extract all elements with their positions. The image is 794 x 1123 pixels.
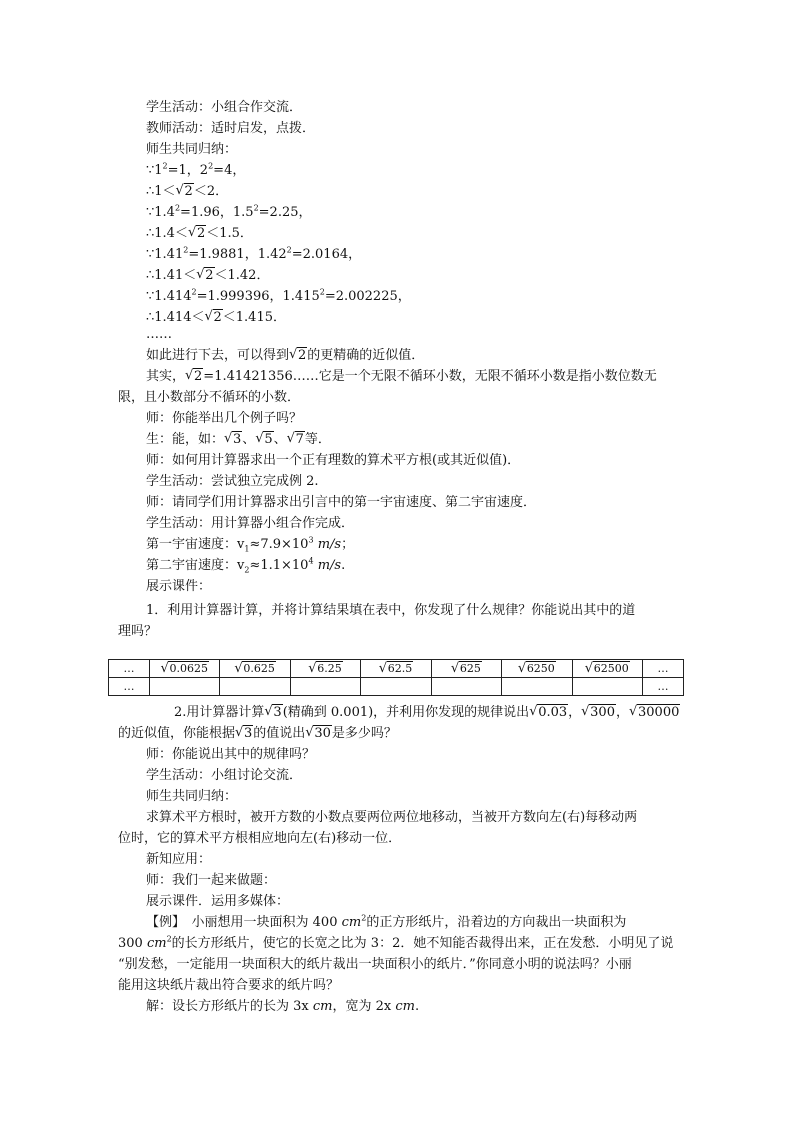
text-line: 教师活动：适时启发，点拨． xyxy=(146,121,316,136)
text-line: “别发愁，一定能用一块面积大的纸片裁出一块面积小的纸片．”你同意小明的说法吗？小丽 xyxy=(118,957,632,972)
math-line: ∴1＜√ 2＜2． xyxy=(146,183,228,201)
text-line: 学生活动：用计算器小组合作完成． xyxy=(146,516,355,531)
sqrt-symbol: √ 30000 xyxy=(629,704,680,722)
table-cell: √ 62.5 xyxy=(361,660,431,678)
text-line: 师：你能说出其中的规律吗？ xyxy=(146,747,316,762)
table-cell: √ 62500 xyxy=(572,660,642,678)
text-line: 展示课件： xyxy=(146,579,212,594)
math-line: ∴1.41＜√ 2＜1.42． xyxy=(146,267,269,285)
sqrt-symbol: √ 7 xyxy=(287,431,305,449)
math-line: ∴1.414＜√ 2＜1.415． xyxy=(146,309,286,327)
text-line: 能用这块纸片裁出符合要求的纸片吗？ xyxy=(118,978,340,993)
text-line: 师生共同归纳： xyxy=(146,142,238,157)
text-line: 师：你能举出几个例子吗？ xyxy=(146,411,303,426)
table-row xyxy=(109,678,684,696)
text-line: 的近似值，你能根据√ 3的值说出√ 30是多少吗？ xyxy=(118,725,397,743)
sqrt-symbol: √ 30 xyxy=(305,725,332,743)
sqrt-symbol: √ 3 xyxy=(264,704,282,722)
table-cell: … xyxy=(109,678,150,696)
text-line: 学生活动：小组讨论交流． xyxy=(146,768,303,783)
text-line: 第二宇宙速度：$v_2\approx 1.1\times 10^4$ m/s. xyxy=(146,556,346,575)
text-line: 展示课件．运用多媒体： xyxy=(146,894,290,909)
table-cell-empty xyxy=(502,678,572,696)
text-line: 求算术平方根时，被开方数的小数点要两位两位地移动，当被开方数向左(右)每移动两 xyxy=(146,810,638,825)
table-cell-empty xyxy=(150,678,220,696)
table-cell-empty xyxy=(431,678,501,696)
table-row xyxy=(109,660,684,678)
calculation-table xyxy=(108,659,684,696)
math-line: $\because 1.414^2=1.999396$，$1.415^2=2.002225$， xyxy=(146,287,411,304)
sqrt-symbol: √ 2 xyxy=(176,183,194,201)
text-line: 师生共同归纳： xyxy=(146,789,238,804)
sqrt-symbol: √ 2 xyxy=(196,267,214,285)
text-line: 师：如何用计算器求出一个正有理数的算术平方根(或其近似值)． xyxy=(146,453,521,468)
text-line: 300 $cm^2$的长方形纸片，使它的长宽之比为 3：2．她不知能否裁得出来，正在发愁．小明见了说 xyxy=(118,934,674,951)
math-line: ∴1.4＜√ 2＜1.5． xyxy=(146,225,253,243)
math-line: $\because 1.4^2=1.96$，$1.5^2=2.25$， xyxy=(146,203,312,220)
table-cell: √ 0.625 xyxy=(220,660,290,678)
table-cell: √ 6250 xyxy=(502,660,572,678)
text-line: 位时，它的算术平方根相应地向左(右)移动一位． xyxy=(118,831,402,846)
text-line: …… xyxy=(146,327,172,342)
table-cell-empty xyxy=(572,678,642,696)
sqrt-symbol: √ 2 xyxy=(185,368,203,386)
sqrt-symbol: √ 2 xyxy=(289,347,307,365)
sqrt-symbol: √ 2 xyxy=(188,225,206,243)
math-line: $\because 1.41^2=1.9881$，$1.42^2=2.0164$， xyxy=(146,245,362,262)
text-line: 生：能，如：√ 3、√ 5、√ 7等． xyxy=(146,431,331,449)
sqrt-symbol: √ 300 xyxy=(581,704,616,722)
text-line: 限，且小数部分不循环的小数． xyxy=(118,390,301,405)
table-cell: … xyxy=(643,678,684,696)
example-line: 【例】 小丽想用一块面积为 400 $cm^2$的正方形纸片，沿着边的方向裁出一块面积为 xyxy=(146,913,627,930)
text-line: 2.用计算器计算√ 3(精确到 0.001)，并利用你发现的规律说出√ 0.03，√ 300，√ 30000 xyxy=(174,704,680,722)
text-line: 其实，√ 2=1.41421356……它是一个无限不循环小数，无限不循环小数是指小数位数无 xyxy=(146,368,657,386)
text-line: 理吗？ xyxy=(118,624,158,639)
text-line: 学生活动：小组合作交流． xyxy=(146,100,303,115)
table-cell: √ 6.25 xyxy=(290,660,360,678)
table-cell-empty xyxy=(220,678,290,696)
sqrt-symbol: √ 2 xyxy=(205,309,223,327)
text-line: 师：请同学们用计算器求出引言中的第一宇宙速度、第二宇宙速度． xyxy=(146,495,537,510)
text-line: 学生活动：尝试独立完成例 2. xyxy=(146,474,319,489)
text-line: 第一宇宙速度：$v_1\approx 7.9\times 10^3$ m/s； xyxy=(146,535,355,554)
text-line: 师：我们一起来做题： xyxy=(146,873,277,888)
sqrt-symbol: √ 3 xyxy=(224,431,242,449)
table-cell: √ 625 xyxy=(431,660,501,678)
text-line: 如此进行下去，可以得到√ 2的更精确的近似值． xyxy=(146,347,424,365)
table-cell: √ 0.0625 xyxy=(150,660,220,678)
table-cell: … xyxy=(109,660,150,678)
table-cell-empty xyxy=(290,678,360,696)
text-line: 新知应用： xyxy=(146,852,212,867)
table-cell: … xyxy=(643,660,684,678)
sqrt-symbol: √ 5 xyxy=(255,431,273,449)
sqrt-symbol: √ 0.03 xyxy=(529,704,568,722)
text-line: 1．利用计算器计算，并将计算结果填在表中，你发现了什么规律？你能说出其中的道 xyxy=(146,603,636,618)
math-line: $\because 1^2=1$，$2^2=4$， xyxy=(146,161,246,178)
sqrt-symbol: √ 3 xyxy=(235,725,253,743)
table-cell-empty xyxy=(361,678,431,696)
text-line: 解：设长方形纸片的长为 3x cm，宽为 2x cm. xyxy=(146,999,420,1014)
